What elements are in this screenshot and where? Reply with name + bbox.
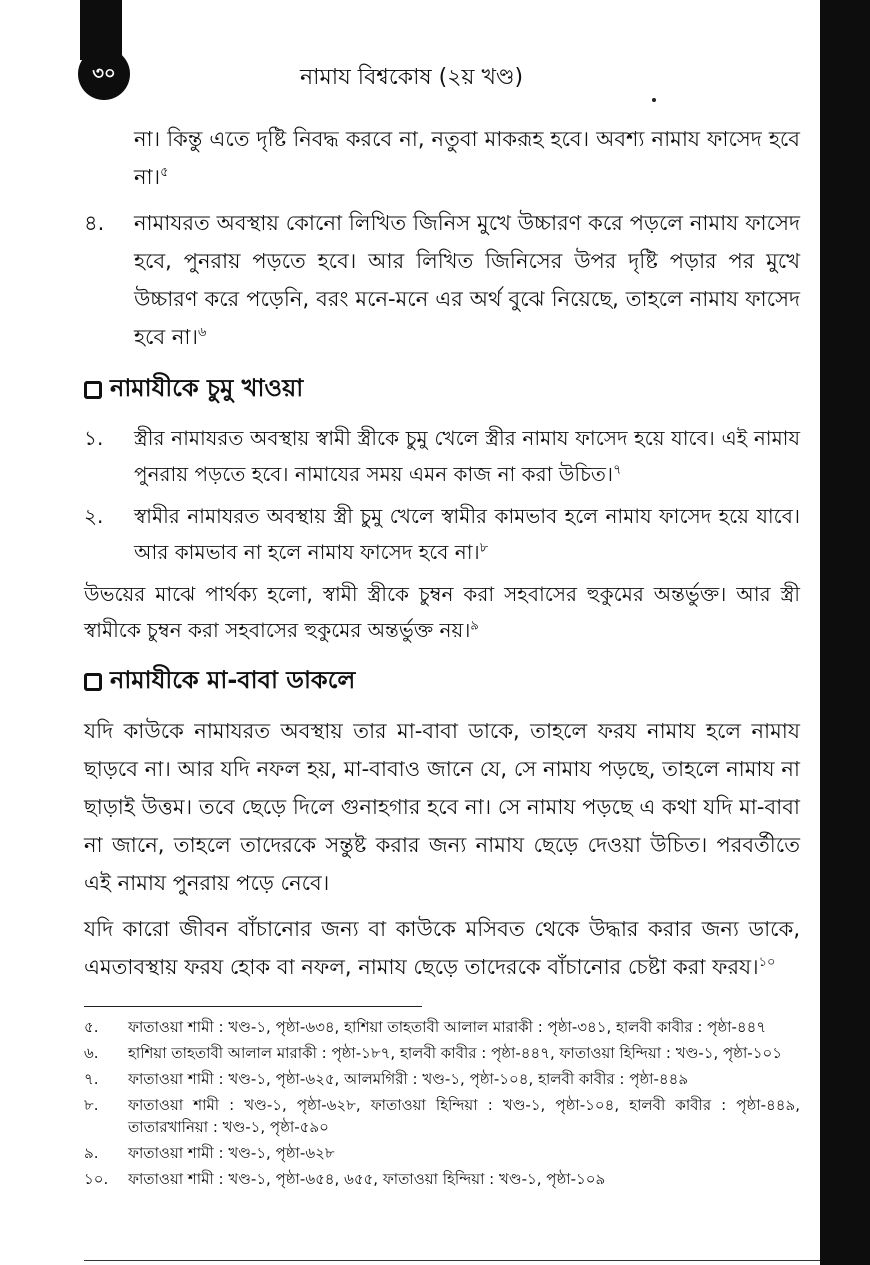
footnote <box>84 1168 800 1190</box>
footnote-ref: ৭ <box>613 462 622 478</box>
footnotes <box>84 1016 800 1194</box>
list-number: ৪. <box>84 211 105 235</box>
footnote <box>84 1094 800 1138</box>
parents-paragraph-2-text: যদি কারো জীবন বাঁচানোর জন্য বা কাউকে মসিবত থেকে উদ্ধার করার জন্য ডাকে, এমতাবস্থায় ফরয হোক বা নফল, নামায ছেড়ে তাদেরকে বাঁচানোর চেষ্টা করা ফরয। <box>84 917 800 979</box>
continuation-text: না। কিন্তু এতে দৃষ্টি নিবদ্ধ করবে না, নতুবা মাকরূহ হবে। অবশ্য নামায ফাসেদ হবে না। <box>134 127 800 189</box>
footnote-number: ৭. <box>84 1070 99 1088</box>
running-header-title: নামায বিশ্বকোষ (২য় খণ্ড) <box>300 65 524 90</box>
footnote <box>84 1142 800 1164</box>
footnote-text: ফাতাওয়া শামী : খণ্ড-১, পৃষ্ঠা-৬৫৪, ৬৫৫, ফাতাওয়া হিন্দিয়া : খণ্ড-১, পৃষ্ঠা-১০৯ <box>128 1170 606 1188</box>
footnote-ref: ৫ <box>160 165 169 180</box>
page-body <box>84 120 800 994</box>
page-number: ৩০ <box>92 62 116 84</box>
difference-note <box>84 576 800 648</box>
footnote-ref: ৬ <box>197 325 207 340</box>
difference-note-text: উভয়ের মাঝে পার্থক্য হলো, স্বামী স্ত্রীকে চুম্বন করা সহবাসের হুকুমের অন্তর্ভুক্ত। আর স্ত্রী স্বামীকে চুম্বন করা সহবাসের হুকুমের অন্তর্ভুক্ত নয়। <box>84 582 800 642</box>
parents-paragraph-2 <box>84 910 800 986</box>
list-item-text: স্ত্রীর নামাযরত অবস্থায় স্বামী স্ত্রীকে চুমু খেলে স্ত্রীর নামায ফাসেদ হয়ে যাবে। এই নামায পুনরায় পড়তে হবে। নামাযের সময় এমন কাজ না করা উচিত। <box>134 426 800 486</box>
footnote-ref: ১০ <box>758 955 776 970</box>
footnote-number: ৮. <box>84 1096 99 1114</box>
footnote-text: হাশিয়া তাহতাবী আলাল মারাকী : পৃষ্ঠা-১৮৭, হালবী কাবীর : পৃষ্ঠা-৪৪৭, ফাতাওয়া হিন্দিয়া : খণ্ড-১, পৃষ্ঠা-১০১ <box>128 1044 782 1062</box>
checkbox-bullet-icon <box>84 673 102 691</box>
list-number: ১. <box>84 426 104 450</box>
section-heading-text: নামাযীকে চুমু খাওয়া <box>110 374 304 402</box>
page-edge-shadow <box>820 0 870 1265</box>
list-item-text: স্বামীর নামাযরত অবস্থায় স্ত্রী চুমু খেলে স্বামীর কামভাব হলে নামায ফাসেদ হয়ে যাবে। আর কামভাব না হলে নামায ফাসেদ হবে না। <box>134 504 800 564</box>
footnote <box>84 1042 800 1064</box>
footnote-number: ৯. <box>84 1144 99 1162</box>
footnote-text: ফাতাওয়া শামী : খণ্ড-১, পৃষ্ঠা-৬২৮, ফাতাওয়া হিন্দিয়া : খণ্ড-১, পৃষ্ঠা-১০৪, হালবী কাবীর : পৃষ্ঠা-৪৪৯, তাতারখানিয়া : খণ্ড-১, পৃষ্ঠা-৫৯০ <box>128 1096 800 1136</box>
continuation-paragraph <box>84 120 800 196</box>
section-heading-kiss <box>84 370 800 410</box>
footnote-number: ১০. <box>84 1170 109 1188</box>
bottom-border-line <box>84 1260 820 1261</box>
print-speck <box>652 98 656 102</box>
list-item-4 <box>84 204 800 356</box>
section-heading-text: নামাযীকে মা-বাবা ডাকলে <box>110 666 356 694</box>
footnote-ref: ৯ <box>470 618 479 634</box>
footnote-number: ৫. <box>84 1018 99 1036</box>
footnote <box>84 1016 800 1038</box>
section-heading-parents <box>84 662 800 702</box>
list-item <box>84 420 800 492</box>
list-number: ২. <box>84 504 104 528</box>
footnote-text: ফাতাওয়া শামী : খণ্ড-১, পৃষ্ঠা-৬৩৪, হাশিয়া তাহতাবী আলাল মারাকী : পৃষ্ঠা-৩৪১, হালবী কাবীর : পৃষ্ঠা-৪৪৭ <box>128 1018 767 1036</box>
footnote-number: ৬. <box>84 1044 99 1062</box>
list-item <box>84 498 800 570</box>
footnote-ref: ৮ <box>479 540 489 556</box>
checkbox-bullet-icon <box>84 381 102 399</box>
footnote-text: ফাতাওয়া শামী : খণ্ড-১, পৃষ্ঠা-৬২৫, আলমগিরী : খণ্ড-১, পৃষ্ঠা-১০৪, হালবী কাবীর : পৃষ্ঠা-৪৪৯ <box>128 1070 689 1088</box>
page-number-badge <box>78 48 130 100</box>
footnote-separator <box>84 1006 422 1007</box>
footnote-text: ফাতাওয়া শামী : খণ্ড-১, পৃষ্ঠা-৬২৮ <box>128 1144 335 1162</box>
list-item-text: নামাযরত অবস্থায় কোনো লিখিত জিনিস মুখে উচ্চারণ করে পড়লে নামায ফাসেদ হবে, পুনরায় পড়তে হবে। আর লিখিত জিনিসের উপর দৃষ্টি পড়ার পর মুখে উচ্চারণ করে পড়েনি, বরং মনে-মনে এর অর্থ বুঝে নিয়েছে, তাহলে নামায ফাসেদ হবে না। <box>134 211 800 349</box>
footnote <box>84 1068 800 1090</box>
parents-paragraph-1: যদি কাউকে নামাযরত অবস্থায় তার মা-বাবা ডাকে, তাহলে ফরয নামায হলে নামায ছাড়বে না। আর যদি নফল হয়, মা-বাবাও জানে যে, সে নামায পড়ছে, তাহলে নামায না ছাড়াই উত্তম। তবে ছেড়ে দিলে গুনাহগার হবে না। সে নামায পড়ছে এ কথা যদি মা-বাবা না জানে, তাহলে তাদেরকে সন্তুষ্ট করার জন্য নামায ছেড়ে দেওয়া উচিত। পরবর্তীতে এই নামায পুনরায় পড়ে নেবে। <box>84 719 800 895</box>
